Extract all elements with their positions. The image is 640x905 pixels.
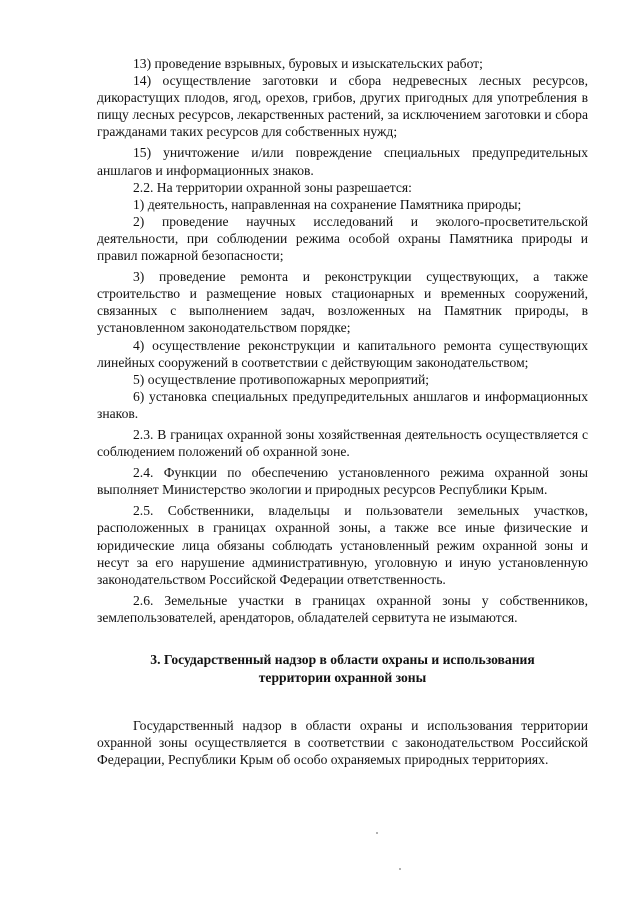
paragraph-2-5: 2.5. Собственники, владельцы и пользователи земельных участков, расположенных в границах охранной зоны, а также все иные физические и юридические лица обязаны соблюдать установленный режим охранной зоны и несут за его нарушение административную, уголовную и иную установленную законодательством Российской Федерации ответственность. (97, 503, 588, 587)
paragraph-item-15: 15) уничтожение и/или повреждение специальных предупредительных аншлагов и информационных знаков. (97, 145, 588, 178)
section-3-heading (97, 651, 588, 687)
paragraph-allowed-6: 6) установка специальных предупредительных аншлагов и информационных знаков. (97, 388, 588, 421)
section-3-body: Государственный надзор в области охраны и использования территории охранной зоны осуществляется в соответствии с законодательством Российской Федерации, Республики Крым об особо охраняемых природных территориях. (97, 718, 588, 768)
section-3-heading-line-2: территории охранной зоны (258, 670, 427, 685)
paragraph-item-14: 14) осуществление заготовки и сбора недревесных лесных ресурсов, дикорастущих плодов, ягод, орехов, грибов, других пригодных для употребления в пищу лесных ресурсов, лекарственных растений, за исключением заготовки и сбора гражданами таких ресурсов для собственных нужд; (97, 73, 588, 140)
document-text (97, 55, 588, 768)
scan-speck (399, 868, 401, 870)
paragraph-2-6: 2.6. Земельные участки в границах охранной зоны у собственников, землепользователей, арендаторов, обладателей сервитута не изымаются. (97, 592, 588, 625)
paragraph-allowed-3: 3) проведение ремонта и реконструкции существующих, а также строительство и размещение новых стационарных и временных сооружений, связанных с выполнением задач, возложенных на Памятник природы, в установленном законодательством порядке; (97, 269, 588, 336)
paragraph-item-13: 13) проведение взрывных, буровых и изыскательских работ; (133, 56, 483, 71)
paragraph-2-2: 2.2. На территории охранной зоны разрешается: (133, 179, 412, 195)
paragraph-2-4: 2.4. Функции по обеспечению установленного режима охранной зоны выполняет Министерство экологии и природных ресурсов Республики Крым. (97, 465, 588, 498)
paragraph-allowed-5: 5) осуществление противопожарных мероприятий; (133, 371, 430, 387)
paragraph-allowed-4: 4) осуществление реконструкции и капитального ремонта существующих линейных сооружений в соответствии с действующим законодательством; (97, 337, 588, 370)
paragraph-allowed-1: 1) деятельность, направленная на сохранение Памятника природы; (133, 196, 522, 212)
paragraph-2-3: 2.3. В границах охранной зоны хозяйственная деятельность осуществляется с соблюдением положений об охранной зоне. (97, 426, 588, 460)
section-3-heading-line-1: 3. Государственный надзор в области охраны и использования (150, 652, 535, 667)
scan-speck (376, 832, 378, 834)
paragraph-allowed-2: 2) проведение научных исследований и эколого-просветительской деятельности, при соблюдении режима особой охраны Памятника природы и правил пожарной безопасности; (97, 213, 588, 264)
